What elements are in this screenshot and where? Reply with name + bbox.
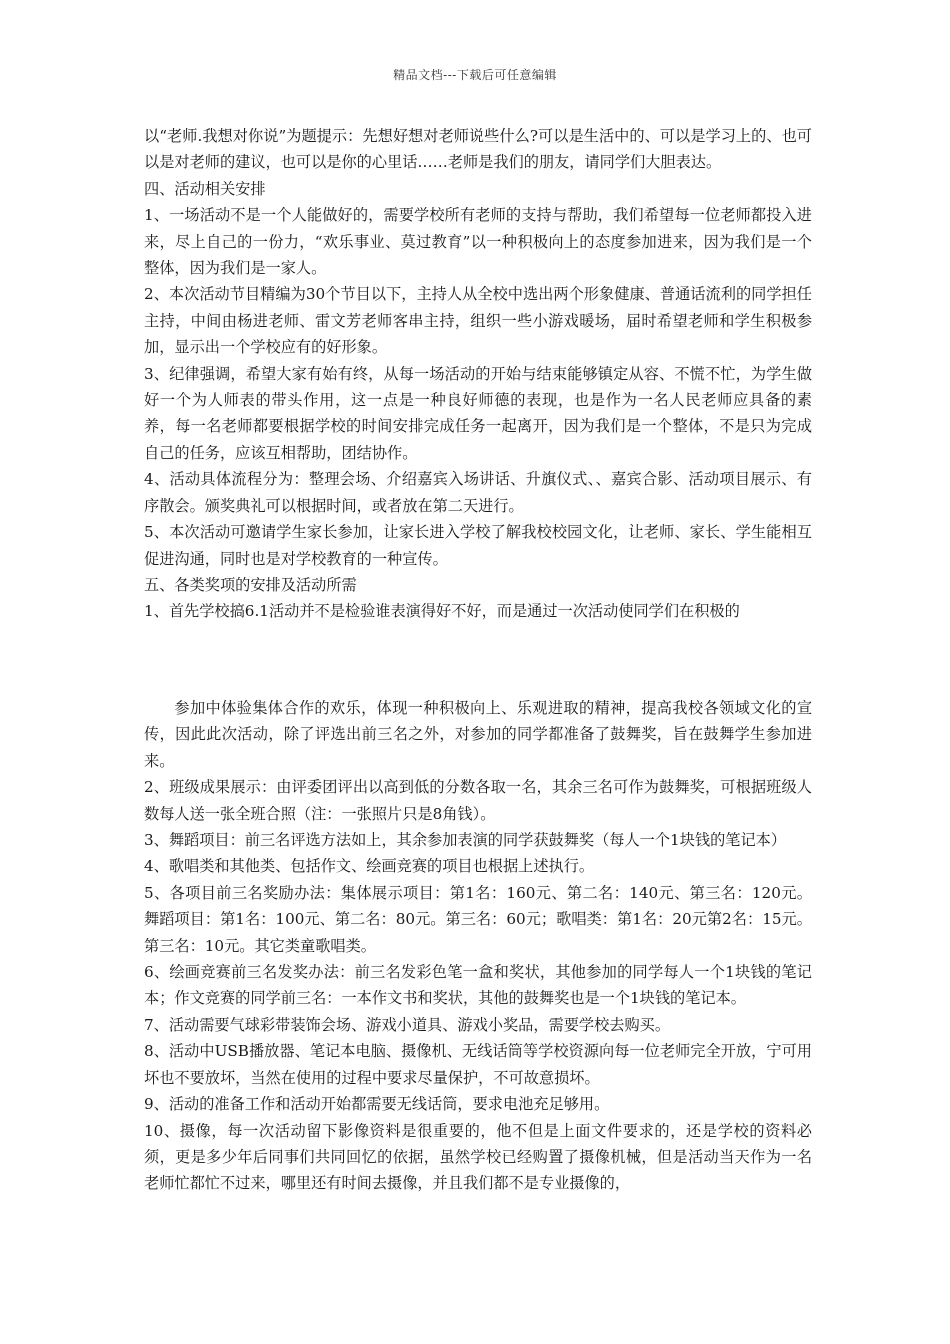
- paragraph: 10、摄像，每一次活动留下影像资料是很重要的，他不但是上面文件要求的，还是学校的资料必须，更是多少年后同事们共同回忆的依据，虽然学校已经购置了摄像机械，但是活动当天作为一名老师忙都忙不过来，哪里还有时间去摄像，并且我们都不是专业摄像的，: [144, 1121, 812, 1193]
- paragraph: 以“老师.我想对你说”为题提示：先想好想对老师说些什么?可以是生活中的、可以是学习上的、也可以是对老师的建议，也可以是你的心里话……老师是我们的朋友，请同学们大胆表达。: [144, 127, 812, 172]
- section-heading: 四、活动相关安排: [144, 179, 266, 198]
- paragraph: 3、纪律强调，希望大家有始有终，从每一场活动的开始与结束能够镇定从容、不慌不忙，为学生做好一个为人师表的带头作用，这一点是一种良好师德的表现，也是作为一名人民老师应具备的素养，每一名老师都要根据学校的时间安排完成任务一起离开，因为我们是一个整体，不是只为完成自己的任务，应该互相帮助，团结协作。: [144, 364, 812, 462]
- paragraph: 8、活动中USB播放器、笔记本电脑、摄像机、无线话筒等学校资源向每一位老师完全开放，宁可用坏也不要放坏，当然在使用的过程中要求尽量保护，不可故意损坏。: [144, 1042, 812, 1087]
- paragraph: 6、绘画竞赛前三名发奖办法：前三名发彩色笔一盒和奖状，其他参加的同学每人一个1块钱的笔记本；作文竞赛的同学前三名：一本作文书和奖状，其他的鼓舞奖也是一个1块钱的笔记本。: [144, 963, 812, 1008]
- page-header: 精品文档---下载后可任意编辑: [393, 68, 557, 82]
- paragraph: 1、首先学校搞6.1活动并不是检验谁表演得好不好，而是通过一次活动使同学们在积极的: [144, 602, 740, 621]
- paragraph: 7、活动需要气球彩带装饰会场、游戏小道具、游戏小奖品，需要学校去购买。: [144, 1015, 671, 1034]
- paragraph: 4、活动具体流程分为：整理会场、介绍嘉宾入场讲话、升旗仪式、、嘉宾合影、活动项目展示、有序散会。颁奖典礼可以根据时间，或者放在第二天进行。: [144, 470, 812, 515]
- paragraph: 9、活动的准备工作和活动开始都需要无线话筒，要求电池充足够用。: [144, 1095, 610, 1114]
- paragraph: 4、歌唱类和其他类、包括作文、绘画竞赛的项目也根据上述执行。: [144, 857, 595, 876]
- paragraph: 参加中体验集体合作的欢乐，体现一种积极向上、乐观进取的精神，提高我校各领域文化的宣传，因此此次活动，除了评选出前三名之外，对参加的同学都准备了鼓舞奖，旨在鼓舞学生参加进来。: [144, 699, 812, 770]
- paragraph: 5、各项目前三名奖励办法：集体展示项目：第1名：160元、第二名：140元、第三名：120元。舞蹈项目：第1名：100元、第二名：80元。第三名：60元；歌唱类：第1名：20元第2名：15元。第三名：10元。其它类童歌唱类。: [144, 883, 812, 955]
- section-heading: 五、各类奖项的安排及活动所需: [144, 575, 357, 594]
- paragraph: 3、舞蹈项目：前三名评选方法如上，其余参加表演的同学获鼓舞奖（每人一个1块钱的笔记本）: [144, 831, 787, 850]
- paragraph: 2、本次活动节目精编为30个节目以下，主持人从全校中选出两个形象健康、普通话流利的同学担任主持，中间由杨进老师、雷文芳老师客串主持，组织一些小游戏暖场，届时希望老师和学生积极参加，显示出一个学校应有的好形象。: [144, 285, 812, 357]
- content-block-bottom: [144, 695, 812, 1197]
- paragraph: 5、本次活动可邀请学生家长参加，让家长进入学校了解我校校园文化，让老师、家长、学生能相互促进沟通，同时也是对学校教育的一种宣传。: [144, 523, 812, 568]
- paragraph: 2、班级成果展示：由评委团评出以高到低的分数各取一名，其余三名可作为鼓舞奖，可根据班级人数每人送一张全班合照（注：一张照片只是8角钱）。: [144, 778, 812, 823]
- paragraph: 1、一场活动不是一个人能做好的，需要学校所有老师的支持与帮助，我们希望每一位老师都投入进来，尽上自己的一份力，“欢乐事业、莫过教育”以一种积极向上的态度参加进来，因为我们是一个整体，因为我们是一家人。: [144, 206, 812, 278]
- content-block-top: [144, 123, 812, 625]
